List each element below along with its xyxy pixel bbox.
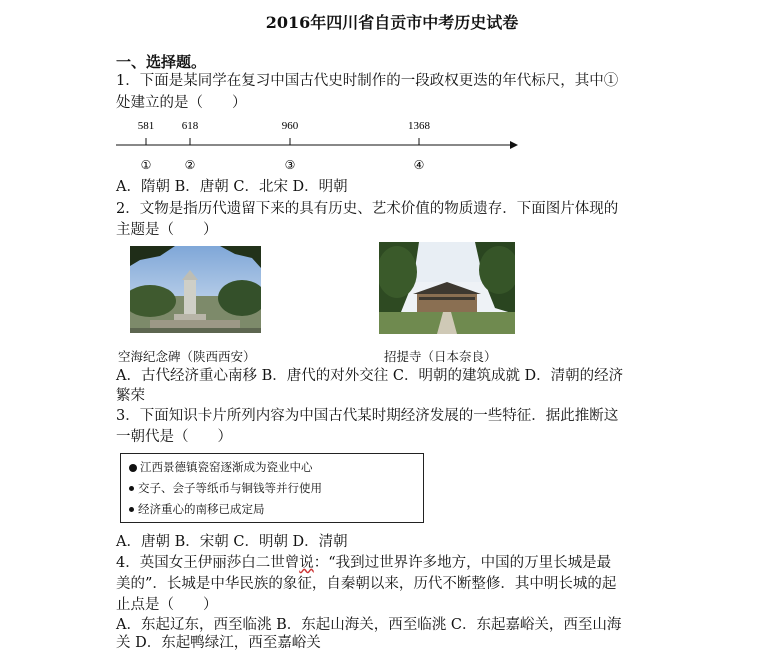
bullet-icon xyxy=(129,507,134,512)
q2-stem-line1: 2．文物是指历代遗留下来的具有历史、艺术价值的物质遗存．下面图片体现的 xyxy=(116,201,619,217)
q4-stem-part-b: 说 xyxy=(299,555,314,571)
q1-stem-line2: 处建立的是（ ） xyxy=(116,95,247,111)
q4-stem-line2: 美的”．长城是中华民族的象征，自秦朝以来，历代不断整修．其中明长城的起 xyxy=(116,576,617,592)
q3-stem-line2: 一朝代是（ ） xyxy=(116,429,232,445)
q2-stem-line2: 主题是（ ） xyxy=(116,222,218,238)
year-label-4: 1368 xyxy=(408,120,430,132)
card-item xyxy=(129,479,415,500)
kukai-monument-photo xyxy=(130,246,261,333)
timeline-arrow xyxy=(510,141,518,149)
year-label-1: 581 xyxy=(137,120,155,132)
q4-stem-line3: 止点是（ ） xyxy=(116,597,218,613)
card-item-text: 经济重心的南移已成定局 xyxy=(138,504,265,516)
q4-stem-part-c: ：“我到过世界许多地方，中国的万里长城是最 xyxy=(313,555,612,571)
bullet-icon xyxy=(129,486,134,491)
q4-stem-line1 xyxy=(116,553,611,573)
exam-title: 2016年四川省自贡市中考历史试卷 xyxy=(265,13,519,32)
caption-kukai-monument: 空海纪念碑（陕西西安） xyxy=(118,350,256,364)
q4-options-line1: A．东起辽东，西至临洮 B．东起山海关，西至临洮 C．东起嘉峪关，西至山海 xyxy=(116,617,622,633)
timeline-ticks xyxy=(146,138,419,145)
caption-toshodaiji: 招提寺（日本奈良） xyxy=(384,350,497,364)
card-item-text: 江西景德镇瓷窑逐渐成为瓷业中心 xyxy=(140,462,313,474)
q2-options-line1: A．古代经济重心南移 B．唐代的对外交往 C．明朝的建筑成就 D．清朝的经济 xyxy=(116,368,624,384)
card-item xyxy=(129,458,415,479)
card-item-text: 交子、会子等纸币与铜钱等并行使用 xyxy=(138,483,322,495)
toshodaiji-temple-photo xyxy=(379,242,515,334)
q3-stem-line1: 3．下面知识卡片所列内容为中国古代某时期经济发展的一些特征．据此推断这 xyxy=(116,408,619,424)
mark-4: ④ xyxy=(413,158,425,172)
q4-options-line2: 关 D．东起鸭绿江，西至嘉峪关 xyxy=(116,635,321,651)
card-item xyxy=(129,500,415,521)
section-heading: 一、选择题。 xyxy=(116,53,207,71)
year-label-2: 618 xyxy=(181,120,199,132)
mark-1: ① xyxy=(140,158,152,172)
year-label-3: 960 xyxy=(281,120,299,132)
mark-3: ③ xyxy=(284,158,296,172)
q4-stem-part-a: 4．英国女王伊丽莎白二世曾 xyxy=(116,555,300,571)
q1-options: A．隋朝 B．唐朝 C．北宋 D．明朝 xyxy=(116,179,348,195)
q1-timeline xyxy=(110,114,530,174)
mark-2: ② xyxy=(184,158,196,172)
knowledge-card xyxy=(120,453,424,523)
q3-options: A．唐朝 B．宋朝 C．明朝 D．清朝 xyxy=(116,534,348,550)
q1-stem-line1: 1．下面是某同学在复习中国古代史时制作的一段政权更迭的年代标尺，其中① xyxy=(116,73,619,89)
q2-options-line2: 繁荣 xyxy=(116,388,145,404)
bullet-icon xyxy=(129,464,137,472)
